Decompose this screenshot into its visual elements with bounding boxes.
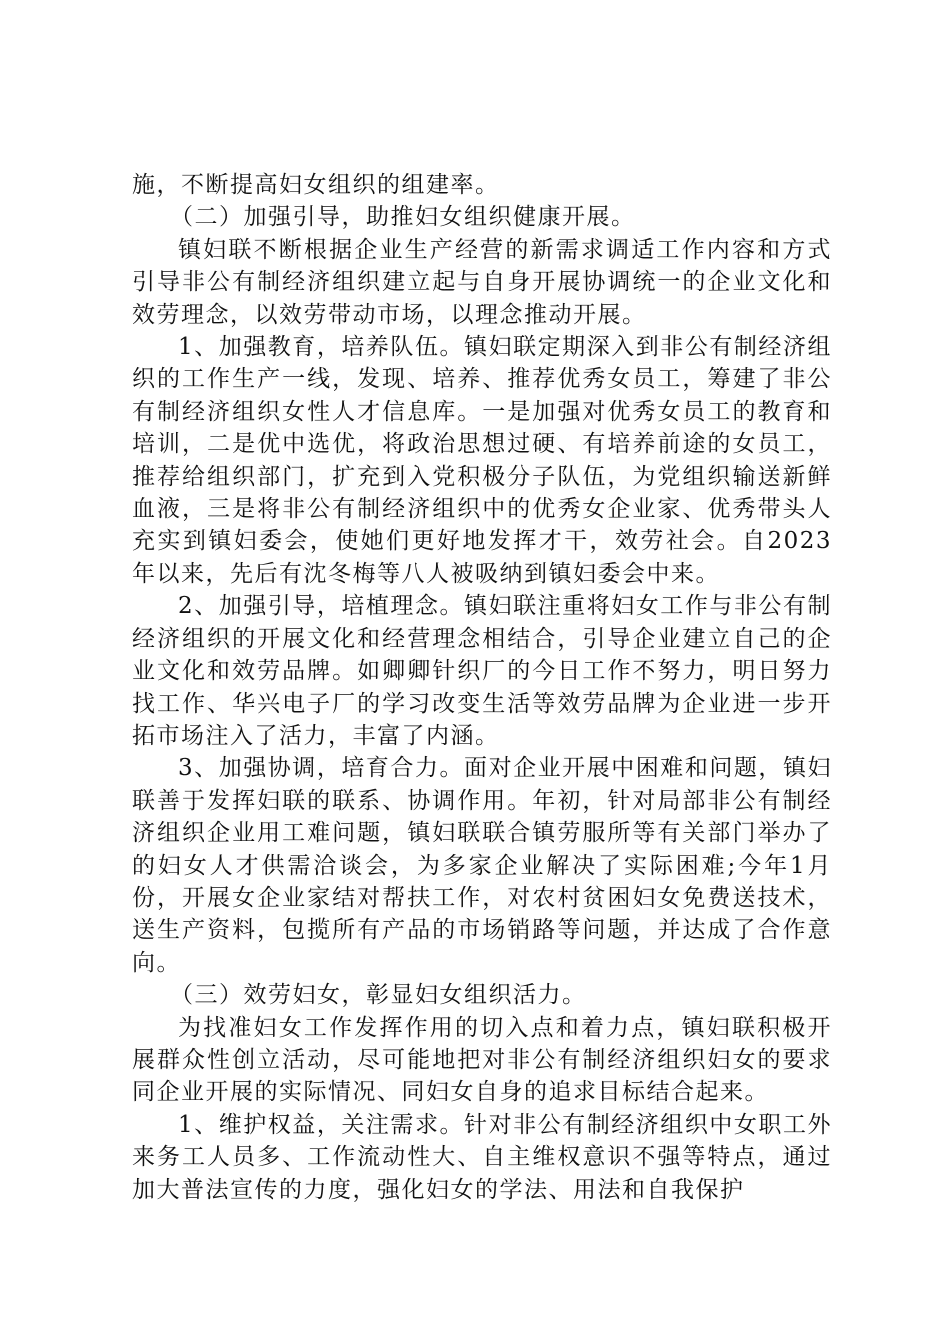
section-heading-2: （二）加强引导，助推妇女组织健康开展。	[170, 204, 636, 231]
paragraph-item-coordination: 3、加强协调，培育合力。面对企业开展中困难和问题，镇妇联善于发挥妇联的联系、协调作用。年初，针对局部非公有制经济组织企业用工难问题，镇妇联联合镇劳服所等有关部门举办了的妇女人才供需洽谈会，为多家企业解决了实际困难;今年1月份，开展女企业家结对帮扶工作，对农村贫困妇女免费送技术，送生产资料，包揽所有产品的市场销路等问题，并达成了合作意向。	[132, 755, 832, 976]
document-body	[132, 169, 832, 1206]
section-heading-3: （三）效劳妇女，彰显妇女组织活力。	[170, 982, 587, 1009]
paragraph-item-rights: 1、维护权益，关注需求。针对非公有制经济组织中女职工外来务工人员多、工作流动性大、自主维权意识不强等特点，通过加大普法宣传的力度，强化妇女的学法、用法和自我保护	[132, 1111, 832, 1203]
paragraph-item-education: 1、加强教育，培养队伍。镇妇联定期深入到非公有制经济组织的工作生产一线，发现、培养、推荐优秀女员工，筹建了非公有制经济组织女性人才信息库。一是加强对优秀女员工的教育和培训，二是优中选优，将政治思想过硬、有培养前途的女员工，推荐给组织部门，扩充到入党积极分子队伍，为党组织输送新鲜血液，三是将非公有制经济组织中的优秀女企业家、优秀带头人充实到镇妇委会，使她们更好地发挥才干，效劳社会。自2023年以来，先后有沈冬梅等八人被吸纳到镇妇委会中来。	[132, 334, 832, 587]
paragraph-item-culture: 2、加强引导，培植理念。镇妇联注重将妇女工作与非公有制经济组织的开展文化和经营理念相结合，引导企业建立自己的企业文化和效劳品牌。如卿卿针织厂的今日工作不努力，明日努力找工作、华兴电子厂的学习改变生活等效劳品牌为企业进一步开拓市场注入了活力，丰富了内涵。	[132, 593, 832, 749]
paragraph-service-intro: 为找准妇女工作发挥作用的切入点和着力点，镇妇联积极开展群众性创立活动，尽可能地把对非公有制经济组织妇女的要求同企业开展的实际情况、同妇女自身的追求目标结合起来。	[132, 1014, 832, 1106]
paragraph-continuation: 施，不断提高妇女组织的组建率。	[132, 172, 500, 198]
paragraph-guidance-intro: 镇妇联不断根据企业生产经营的新需求调适工作内容和方式引导非公有制经济组织建立起与自身开展协调统一的企业文化和效劳理念，以效劳带动市场，以理念推动开展。	[132, 236, 832, 328]
